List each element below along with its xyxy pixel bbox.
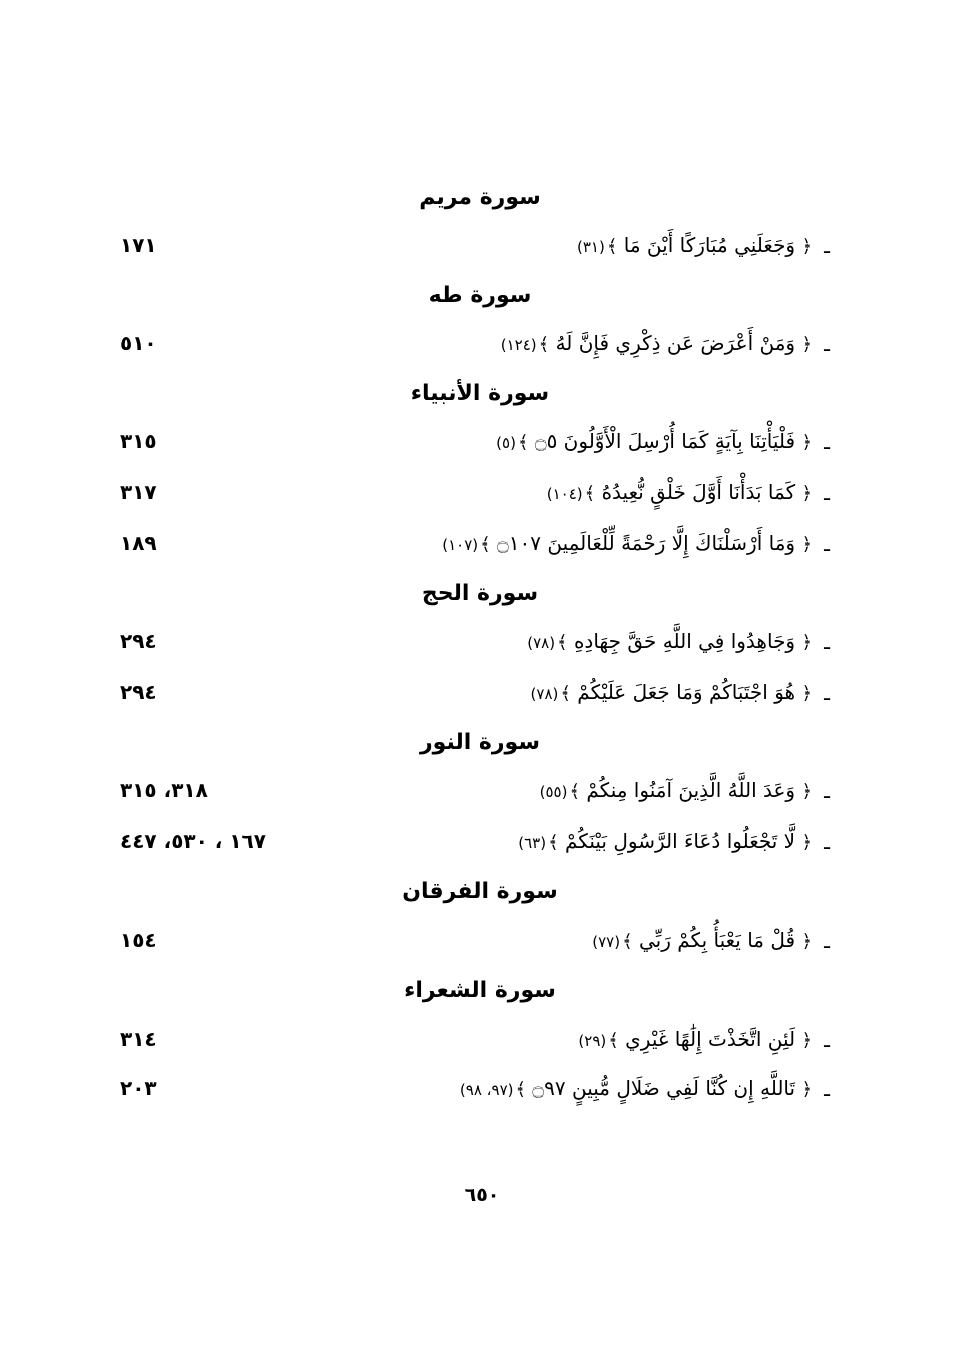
folio-page-number: ٦٥٠ [464,1184,500,1206]
verse-row [120,625,830,659]
surah-title: سورة الحج [421,581,539,606]
close-bracket-icon: ﴾ [517,432,529,453]
verse-row [120,774,830,808]
open-bracket-icon: ﴿ [801,432,812,453]
verse-ref: (١٠٤) [546,485,583,503]
open-bracket-icon: ﴿ [801,1030,812,1051]
verse-words: وَعَدَ اللَّهُ الَّذِينَ آمَنُوا مِنكُمْ [586,778,796,802]
surah-title: سورة الشعراء [404,978,556,1003]
open-bracket-icon: ﴿ [801,1079,812,1100]
entry-dash: ـ [824,481,830,505]
verse-row [120,229,830,263]
verse-row [120,1023,830,1057]
verse-text [442,527,812,561]
verse-row [120,476,830,510]
verse-text [578,1023,812,1057]
page-number: ٢٠٣ [120,1076,157,1100]
open-bracket-icon: ﴿ [801,632,812,653]
page-number: ١٦٧ ، ٥٣٠، ٤٤٧ [120,829,266,853]
close-bracket-icon: ﴾ [548,832,559,853]
page-number: ٥١٠ [120,331,157,355]
verse-words: فَلْيَأْتِنَا بِآيَةٍ كَمَا أُرْسِلَ الْأَوَّلُونَ ۝٥ [534,429,796,453]
verse-ref: (٥) [496,434,516,452]
open-bracket-icon: ﴿ [801,334,812,355]
close-bracket-icon: ﴾ [569,781,580,802]
verse-ref: (٧٨) [527,634,556,652]
page-number: ٢٩٤ [120,680,157,704]
verse-row [120,527,830,561]
page-number: ١٨٩ [120,531,157,555]
page-number: ١٥٤ [120,928,157,952]
verse-text [592,924,812,958]
verse-words: وَمَنْ أَعْرَضَ عَن ذِكْرِي فَإِنَّ لَهُ [555,331,796,355]
close-bracket-icon: ﴾ [606,236,618,257]
verse-text [496,425,812,459]
entry-dash: ـ [824,430,830,454]
verse-words: وَجَعَلَنِي مُبَارَكًا أَيْنَ مَا [623,233,796,257]
verse-text [527,625,812,659]
verse-ref: (٧٧) [592,933,621,951]
verse-text [540,774,812,808]
entry-dash: ـ [824,332,830,356]
entry-dash: ـ [824,630,830,654]
close-bracket-icon: ﴾ [515,1079,527,1100]
entry-dash: ـ [824,929,830,953]
verse-words: كَمَا بَدَأْنَا أَوَّلَ خَلْقٍ نُّعِيدُهُ [601,480,796,504]
verse-words: وَجَاهِدُوا فِي اللَّهِ حَقَّ جِهَادِهِ [573,629,796,653]
page-number: ٣١٤ [120,1027,157,1051]
page-number: ٣١٥ [120,429,157,453]
page-number: ٢٩٤ [120,629,157,653]
verse-row [120,327,830,361]
verse-words: لَئِنِ اتَّخَذْتَ إِلَٰهًا غَيْرِي [625,1027,796,1051]
verse-ref: (٩٧، ٩٨) [459,1081,514,1099]
close-bracket-icon: ﴾ [560,683,571,704]
entry-dash: ـ [824,779,830,803]
surah-title: سورة مريم [419,185,541,210]
verse-text [547,476,812,510]
open-bracket-icon: ﴿ [801,483,812,504]
open-bracket-icon: ﴿ [801,832,812,853]
verse-words: تَاللَّهِ إِن كُنَّا لَفِي ضَلَالٍ مُّبِينٍ ۝٩٧ [532,1076,796,1100]
close-bracket-icon: ﴾ [557,632,568,653]
open-bracket-icon: ﴿ [801,931,812,952]
verse-ref: (١٢٤) [500,336,537,354]
verse-text [501,327,812,361]
verse-row [120,1072,830,1106]
verse-text [577,229,812,263]
verse-ref: (٦٣) [518,834,547,852]
surah-title: سورة الأنبياء [410,381,550,406]
entry-dash: ـ [824,234,830,258]
verse-row [120,425,830,459]
verse-ref: (١٠٧) [442,536,479,554]
close-bracket-icon: ﴾ [584,483,596,504]
verse-ref: (٥٥) [539,783,568,801]
surah-title: سورة الفرقان [402,879,558,904]
open-bracket-icon: ﴿ [801,781,812,802]
open-bracket-icon: ﴿ [801,683,812,704]
close-bracket-icon: ﴾ [622,931,633,952]
entry-dash: ـ [824,830,830,854]
entry-dash: ـ [824,1077,830,1101]
page-number: ٣١٧ [120,480,157,504]
entry-dash: ـ [824,532,830,556]
verse-ref: (٢٩) [578,1032,607,1050]
open-bracket-icon: ﴿ [801,534,812,555]
surah-title: سورة طه [428,283,532,308]
verse-ref: (٣١) [577,238,605,256]
verse-words: قُلْ مَا يَعْبَأُ بِكُمْ رَبِّي [638,928,796,952]
verse-words: وَمَا أَرْسَلْنَاكَ إِلَّا رَحْمَةً لِّلْعَالَمِينَ ۝١٠٧ [497,531,796,555]
verse-row [120,676,830,710]
verse-text [531,676,812,710]
verse-row [120,924,830,958]
page-number: ٣١٨، ٣١٥ [120,778,208,802]
close-bracket-icon: ﴾ [480,534,491,555]
verse-text [460,1072,812,1106]
close-bracket-icon: ﴾ [538,334,550,355]
open-bracket-icon: ﴿ [801,236,812,257]
verse-ref: (٧٨) [530,685,559,703]
entry-dash: ـ [824,681,830,705]
entry-dash: ـ [824,1028,830,1052]
verse-words: هُوَ اجْتَبَاكُمْ وَمَا جَعَلَ عَلَيْكُمْ [577,680,796,704]
page-number: ١٧١ [120,233,157,257]
close-bracket-icon: ﴾ [608,1030,619,1051]
verse-row [120,825,830,859]
surah-title: سورة النور [420,730,540,755]
verse-words: لَّا تَجْعَلُوا دُعَاءَ الرَّسُولِ بَيْنَكُمْ [564,829,796,853]
verse-text [518,825,812,859]
